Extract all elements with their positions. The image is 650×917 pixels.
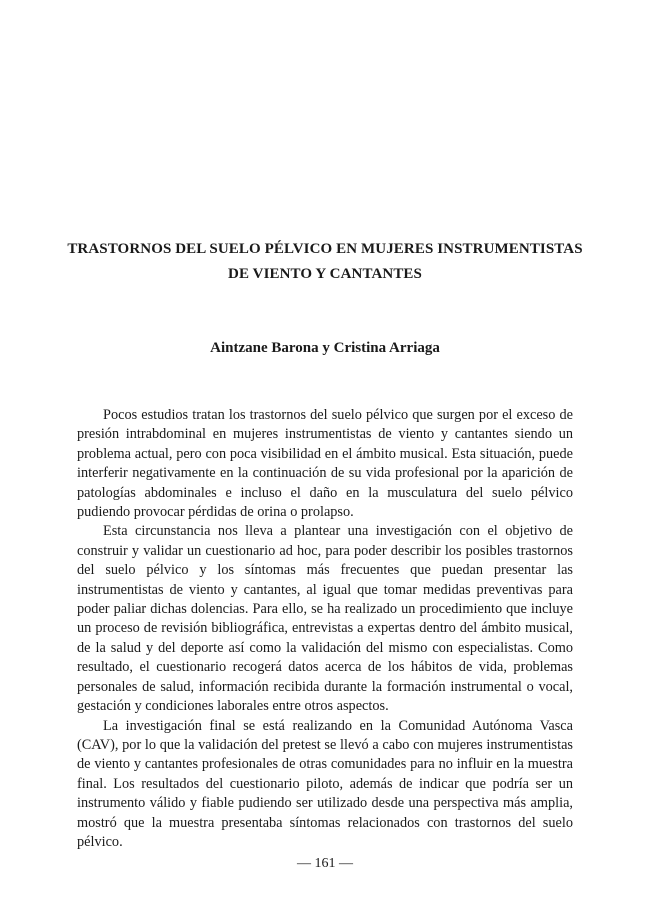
article-authors: Aintzane Barona y Cristina Arriaga (210, 340, 440, 356)
article-title-line-1: TRASTORNOS DEL SUELO PÉLVICO EN MUJERES INSTRUMENTISTAS (67, 241, 583, 257)
body-paragraph-1: Pocos estudios tratan los trastornos del suelo pélvico que surgen por el exceso de presión intrabdominal en mujeres instrumentistas de viento y cantantes siendo un problema actual, pero con poca visibilidad en el ámbito musical. Esta situación, puede interferir negativamente en la continuación de su vida profesional por la aparición de patologías abdominales e incluso el daño en la musculatura del suelo pélvico pudiendo provocar pérdidas de orina o prolapso. (77, 407, 573, 521)
page-number: — 161 — (297, 856, 353, 871)
body-paragraph-2: Esta circunstancia nos lleva a plantear una investigación con el objetivo de construir y validar un cuestionario ad hoc, para poder describir los posibles trastornos del suelo pélvico y los síntomas más frecuentes que puedan presentar las instrumentistas de viento y cantantes, al igual que tomar medidas preventivas para poder paliar dichas dolencias. Para ello, se ha realizado un procedimiento que incluye un proceso de revisión bibliográfica, entrevistas a expertas dentro del ámbito musical, de la salud y del deporte así como la validación del mismo con especialistas. Como resultado, el cuestionario recogerá datos acerca de los hábitos de vida, problemas personales de salud, información recibida durante la formación instrumental o vocal, gestación y condiciones laborales entre otros aspectos. (77, 523, 573, 715)
article-title (60, 237, 590, 287)
article-title-line-2: DE VIENTO Y CANTANTES (228, 266, 422, 282)
article-body (77, 406, 573, 852)
body-paragraph-3: La investigación final se está realizando en la Comunidad Autónoma Vasca (CAV), por lo que la validación del pretest se llevó a cabo con mujeres instrumentistas de viento y cantantes profesionales de otras comunidades para no influir en la muestra final. Los resultados del cuestionario piloto, además de indicar que podría ser un instrumento válido y fiable pudiendo ser utilizado desde una perspectiva más amplia, mostró que la muestra presentaba síntomas relacionados con trastornos del suelo pélvico. (77, 717, 573, 850)
